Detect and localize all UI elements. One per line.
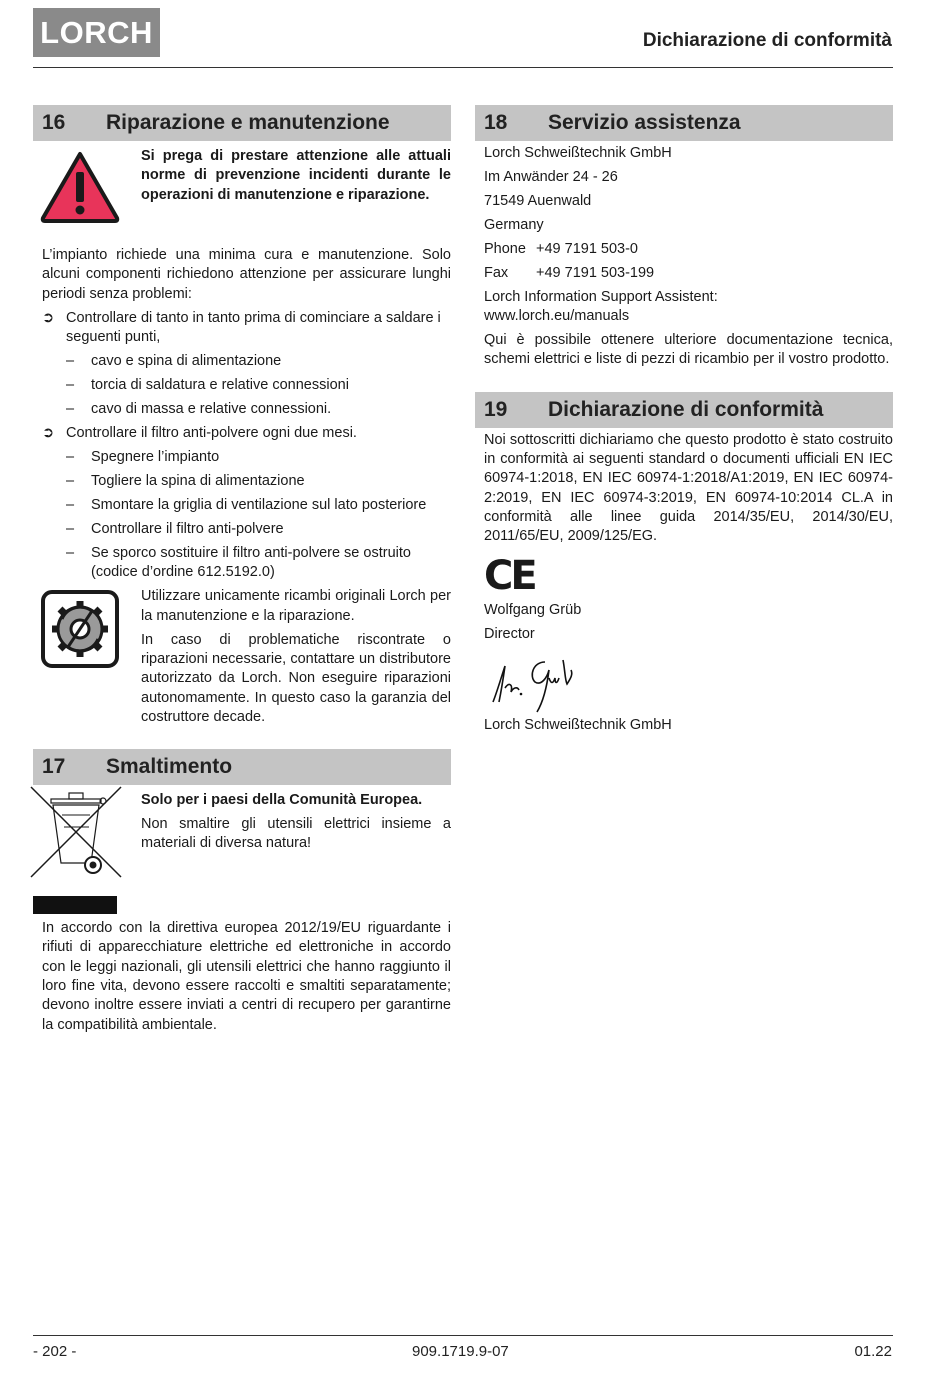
list-item: – Controllare il filtro anti-polvere [33, 520, 451, 539]
list-item-text: Controllare il filtro anti-polvere ogni due mesi. [66, 424, 357, 441]
list-item-text: Controllare il filtro anti-polvere [91, 520, 284, 537]
intro-text: L’impianto richiede una minima cura e manutenzione. Solo alcuni componenti richiedono attenzione per assicurare lunghi periodi senza problemi: [42, 247, 451, 302]
doc-number: 909.1719.9-07 [412, 1343, 509, 1360]
list-item-text: cavo e spina di alimentazione [91, 352, 282, 369]
header-divider [33, 67, 893, 68]
section-19-heading [475, 392, 893, 428]
no-dispose-text: Non smaltire gli utensili elettrici insieme a materiali di diversa natura! [141, 816, 451, 852]
signer-role: Director [484, 625, 535, 642]
repair-text: In caso di problematiche riscontrate o riparazioni necessarie, contattare un distributore autorizzato da Lorch. Non eseguire riparazioni autonomamente. In questo caso la garanzia del costruttore decade. [141, 631, 451, 725]
warning-text: Si prega di prestare attenzione alle attuali norme di prevenzione incidenti durante le operazioni di manutenzione e riparazione. [141, 148, 451, 203]
list-item: – torcia di saldatura e relative connessioni [33, 376, 451, 395]
list-item: – Smontare la griglia di ventilazione sul lato posteriore [33, 496, 451, 515]
list-item-text: Smontare la griglia di ventilazione sul lato posteriore [91, 496, 427, 513]
crossed-bin-icon [33, 791, 141, 884]
fax-label: Fax [484, 264, 509, 281]
phone-row [475, 240, 893, 259]
spare-parts-block [33, 587, 451, 727]
section-number: 16 [42, 111, 66, 134]
support-label: Lorch Information Support Assistent: [484, 288, 718, 305]
signature [475, 652, 893, 716]
lorch-logo: LORCH [33, 8, 160, 57]
arrow-bullet-icon: ➲ [42, 424, 55, 441]
eu-only-text: Solo per i paesi della Comunità Europea. [141, 792, 423, 809]
left-column [33, 105, 451, 1035]
section-title: Riparazione e manutenzione [106, 111, 390, 134]
page-number: - 202 - [33, 1343, 77, 1360]
section-title: Smaltimento [106, 755, 233, 779]
list-item [33, 424, 451, 443]
doc-date: 01.22 [854, 1343, 892, 1360]
footer-divider [33, 1335, 893, 1336]
section-number: 17 [42, 755, 66, 779]
conformity-text: Noi sottoscritti dichiariamo che questo prodotto è stato costruito in conformità ai seguenti standard o documenti ufficiali EN IEC 60974-1:2018, EN IEC 60974-1:2018/A1:2019, EN IEC 60974-2:2019, EN IEC 60974-3:2019, EN 60974-10:2014 CL.A in conformità alle linee guida 2014/35/EU, 2014/30/EU, 2011/65/EU, 2009/125/EG. [484, 431, 893, 545]
phone-number: +49 7191 503-0 [536, 240, 638, 257]
address-line: Germany [484, 216, 544, 233]
section-number: 18 [484, 111, 508, 134]
section-16-heading [33, 105, 451, 141]
right-column [475, 105, 893, 735]
black-bar [33, 896, 117, 914]
list-item [33, 309, 451, 348]
support-url[interactable]: www.lorch.eu/manuals [484, 308, 630, 325]
list-item: – Togliere la spina di alimentazione [33, 472, 451, 491]
signer-name: Wolfgang Grüb [484, 601, 582, 618]
warning-icon [33, 147, 141, 229]
support-note: Qui è possibile ottenere ulteriore documentazione tecnica, schemi elettrici e liste di pezzi di ricambio per il vostro prodotto. [484, 332, 893, 368]
page-title: Dichiarazione di conformità [642, 30, 892, 51]
ce-mark: CE [484, 552, 535, 599]
list-item-text: Se sporco sostituire il filtro anti-polvere se ostruito (codice d’ordine 612.5192.0) [91, 544, 411, 581]
section-number: 19 [484, 397, 508, 421]
spare-parts-text: Utilizzare unicamente ricambi originali Lorch per la manutenzione e la riparazione. [141, 588, 451, 624]
section-title: Servizio assistenza [548, 111, 741, 134]
address-line: Lorch Schweißtechnik GmbH [484, 145, 672, 161]
phone-label: Phone [484, 240, 526, 257]
list-item-text: Controllare di tanto in tanto prima di cominciare a saldare i seguenti punti, [66, 309, 441, 345]
list-item: – Spegnere l’impianto [33, 448, 451, 467]
spare-parts-icon [33, 587, 141, 727]
list-item: – cavo di massa e relative connessioni. [33, 400, 451, 419]
list-item: – cavo e spina di alimentazione [33, 352, 451, 371]
fax-row [475, 264, 893, 283]
list-item: – Se sporco sostituire il filtro anti-polvere se ostruito (codice d’ordine 612.5192.0) [33, 544, 451, 583]
list-item-text: cavo di massa e relative connessioni. [91, 400, 332, 417]
address-line: 71549 Auenwald [484, 192, 592, 209]
directive-text: In accordo con la direttiva europea 2012/19/EU riguardante i rifiuti di apparecchiature elettriche ed elettroniche in accordo con le leggi nazionali, gli utensili elettrici che hanno raggiunto il loro fine vita, devono essere raccolti e smaltiti separatamente; devono inoltre essere inviati a centri di recupero per garantirne la compatibilità ambientale. [42, 920, 451, 1033]
fax-number: +49 7191 503-199 [536, 264, 655, 281]
warning-block [33, 147, 451, 229]
company-name: Lorch Schweißtechnik GmbH [484, 716, 672, 733]
arrow-bullet-icon: ➲ [42, 309, 55, 326]
list-item-text: torcia di saldatura e relative connessioni [91, 376, 349, 393]
section-17-heading [33, 749, 451, 785]
section-title: Dichiarazione di conformità [548, 397, 824, 421]
section-18-heading [475, 105, 893, 141]
list-item-text: Spegnere l’impianto [91, 448, 220, 465]
list-item-text: Togliere la spina di alimentazione [91, 472, 305, 489]
disposal-block [33, 791, 451, 884]
address-line: Im Anwänder 24 - 26 [484, 168, 618, 185]
